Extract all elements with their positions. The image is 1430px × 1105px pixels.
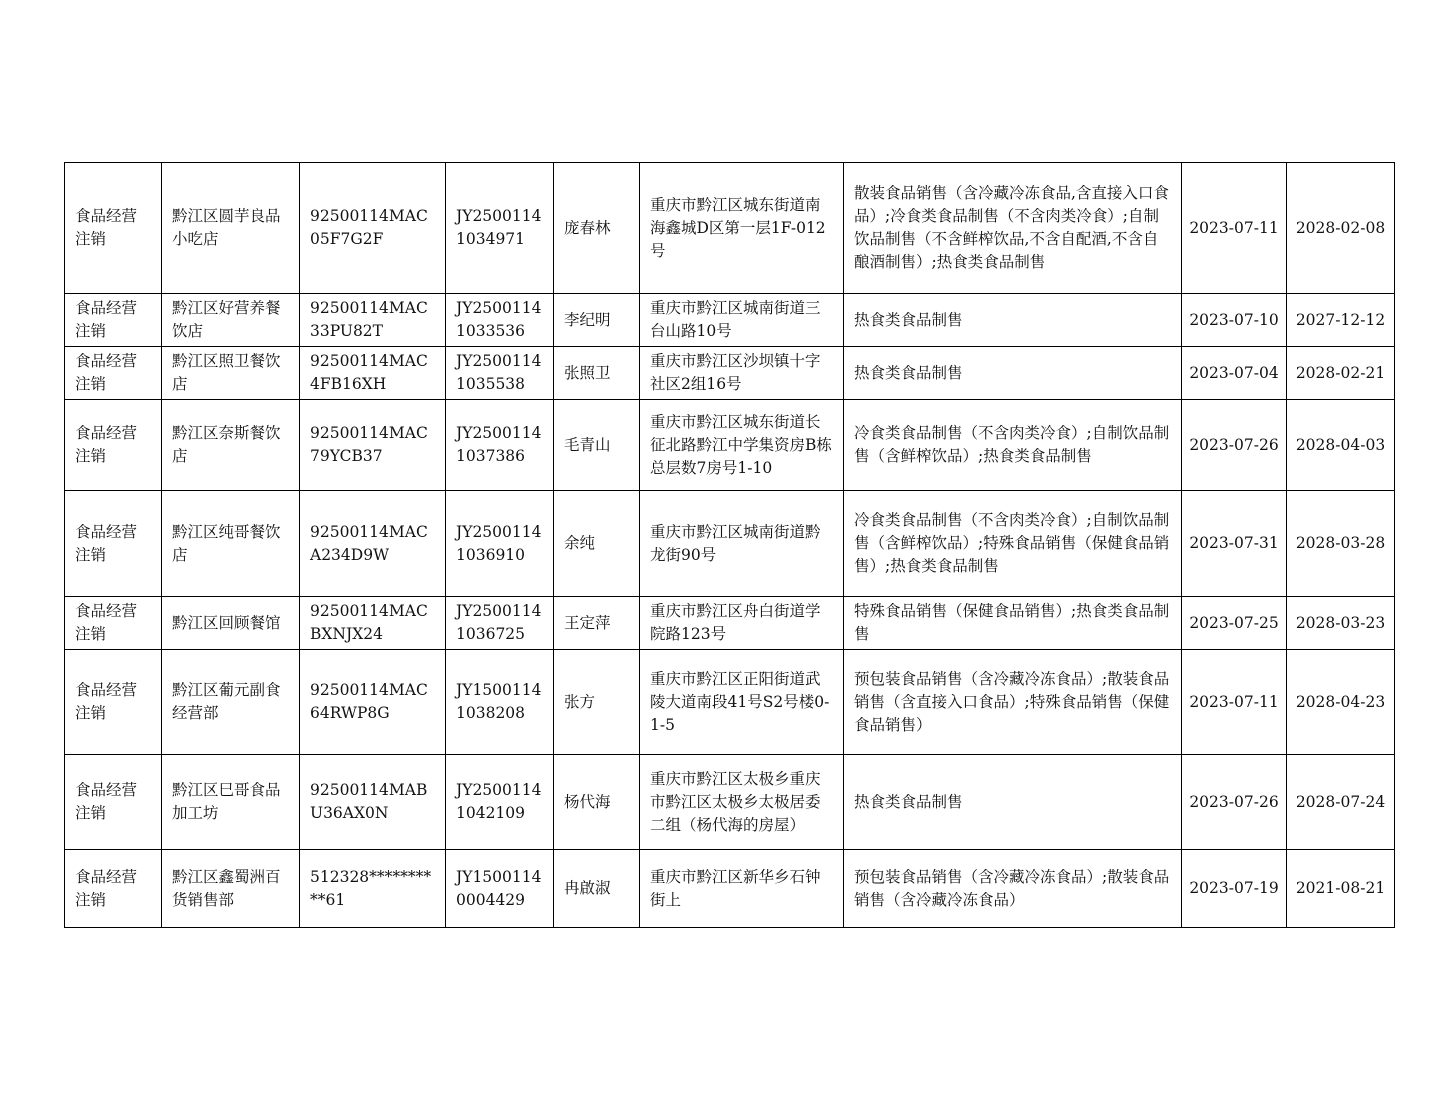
cancel-date-cell: 2023-07-04 (1182, 347, 1287, 400)
address-cell: 重庆市黔江区新华乡石钟街上 (640, 850, 844, 928)
credit-code-cell: 92500114MAC05F7G2F (300, 163, 446, 294)
category-cell: 食品经营注销 (65, 650, 162, 755)
business-name-cell: 黔江区照卫餐饮店 (162, 347, 300, 400)
category-cell: 食品经营注销 (65, 597, 162, 650)
business-scope-cell: 预包装食品销售（含冷藏冷冻食品）;散装食品销售（含直接入口食品）;特殊食品销售（保健食品销售） (844, 650, 1182, 755)
license-number-cell: JY25001141042109 (446, 755, 554, 850)
category-cell: 食品经营注销 (65, 400, 162, 491)
business-name-cell: 黔江区葡元副食经营部 (162, 650, 300, 755)
responsible-person-cell: 庞春林 (554, 163, 640, 294)
cancel-date-cell: 2023-07-26 (1182, 400, 1287, 491)
license-number-cell: JY25001141037386 (446, 400, 554, 491)
cancel-date-cell: 2023-07-31 (1182, 491, 1287, 597)
license-number-cell: JY15001141038208 (446, 650, 554, 755)
cancellation-records-table (64, 162, 1395, 928)
expiry-date-cell: 2028-03-23 (1287, 597, 1395, 650)
address-cell: 重庆市黔江区城东街道南海鑫城D区第一层1F-012号 (640, 163, 844, 294)
address-cell: 重庆市黔江区城南街道三台山路10号 (640, 294, 844, 347)
business-name-cell: 黔江区好营养餐饮店 (162, 294, 300, 347)
cancel-date-cell: 2023-07-11 (1182, 650, 1287, 755)
address-cell: 重庆市黔江区舟白街道学院路123号 (640, 597, 844, 650)
responsible-person-cell: 余纯 (554, 491, 640, 597)
category-cell: 食品经营注销 (65, 850, 162, 928)
license-number-cell: JY25001141036725 (446, 597, 554, 650)
business-scope-cell: 热食类食品制售 (844, 755, 1182, 850)
category-cell: 食品经营注销 (65, 294, 162, 347)
credit-code-cell: 92500114MACA234D9W (300, 491, 446, 597)
responsible-person-cell: 王定萍 (554, 597, 640, 650)
table-row (65, 755, 1395, 850)
table-row (65, 650, 1395, 755)
cancel-date-cell: 2023-07-25 (1182, 597, 1287, 650)
cancel-date-cell: 2023-07-26 (1182, 755, 1287, 850)
business-scope-cell: 特殊食品销售（保健食品销售）;热食类食品制售 (844, 597, 1182, 650)
business-name-cell: 黔江区巳哥食品加工坊 (162, 755, 300, 850)
responsible-person-cell: 张照卫 (554, 347, 640, 400)
table-row (65, 294, 1395, 347)
table-row (65, 347, 1395, 400)
business-scope-cell: 热食类食品制售 (844, 347, 1182, 400)
responsible-person-cell: 杨代海 (554, 755, 640, 850)
address-cell: 重庆市黔江区沙坝镇十字社区2组16号 (640, 347, 844, 400)
business-name-cell: 黔江区圆芋良品小吃店 (162, 163, 300, 294)
table-row (65, 597, 1395, 650)
address-cell: 重庆市黔江区正阳街道武陵大道南段41号S2号楼0-1-5 (640, 650, 844, 755)
category-cell: 食品经营注销 (65, 347, 162, 400)
business-name-cell: 黔江区奈斯餐饮店 (162, 400, 300, 491)
credit-code-cell: 92500114MAC64RWP8G (300, 650, 446, 755)
cancel-date-cell: 2023-07-10 (1182, 294, 1287, 347)
license-number-cell: JY25001141036910 (446, 491, 554, 597)
credit-code-cell: 92500114MACBXNJX24 (300, 597, 446, 650)
license-number-cell: JY15001140004429 (446, 850, 554, 928)
address-cell: 重庆市黔江区城南街道黔龙街90号 (640, 491, 844, 597)
responsible-person-cell: 张方 (554, 650, 640, 755)
table-row (65, 491, 1395, 597)
expiry-date-cell: 2028-02-21 (1287, 347, 1395, 400)
table-row (65, 850, 1395, 928)
expiry-date-cell: 2028-04-23 (1287, 650, 1395, 755)
license-number-cell: JY25001141034971 (446, 163, 554, 294)
license-number-cell: JY25001141035538 (446, 347, 554, 400)
address-cell: 重庆市黔江区城东街道长征北路黔江中学集资房B栋总层数7房号1-10 (640, 400, 844, 491)
document-page (64, 162, 1394, 928)
cancel-date-cell: 2023-07-19 (1182, 850, 1287, 928)
expiry-date-cell: 2027-12-12 (1287, 294, 1395, 347)
responsible-person-cell: 冉啟淑 (554, 850, 640, 928)
business-scope-cell: 散装食品销售（含冷藏冷冻食品,含直接入口食品）;冷食类食品制售（不含肉类冷食）;自制饮品制售（不含鲜榨饮品,不含自配酒,不含自酿酒制售）;热食类食品制售 (844, 163, 1182, 294)
business-scope-cell: 冷食类食品制售（不含肉类冷食）;自制饮品制售（含鲜榨饮品）;热食类食品制售 (844, 400, 1182, 491)
business-name-cell: 黔江区回顾餐馆 (162, 597, 300, 650)
responsible-person-cell: 毛青山 (554, 400, 640, 491)
expiry-date-cell: 2028-04-03 (1287, 400, 1395, 491)
address-cell: 重庆市黔江区太极乡重庆市黔江区太极乡太极居委二组（杨代海的房屋） (640, 755, 844, 850)
expiry-date-cell: 2028-03-28 (1287, 491, 1395, 597)
business-scope-cell: 预包装食品销售（含冷藏冷冻食品）;散装食品销售（含冷藏冷冻食品） (844, 850, 1182, 928)
table-row (65, 163, 1395, 294)
expiry-date-cell: 2021-08-21 (1287, 850, 1395, 928)
business-scope-cell: 热食类食品制售 (844, 294, 1182, 347)
business-name-cell: 黔江区纯哥餐饮店 (162, 491, 300, 597)
license-number-cell: JY25001141033536 (446, 294, 554, 347)
expiry-date-cell: 2028-07-24 (1287, 755, 1395, 850)
credit-code-cell: 92500114MAC33PU82T (300, 294, 446, 347)
business-scope-cell: 冷食类食品制售（不含肉类冷食）;自制饮品制售（含鲜榨饮品）;特殊食品销售（保健食品销售）;热食类食品制售 (844, 491, 1182, 597)
credit-code-cell: 92500114MAC79YCB37 (300, 400, 446, 491)
credit-code-cell: 92500114MAC4FB16XH (300, 347, 446, 400)
category-cell: 食品经营注销 (65, 163, 162, 294)
category-cell: 食品经营注销 (65, 755, 162, 850)
cancel-date-cell: 2023-07-11 (1182, 163, 1287, 294)
category-cell: 食品经营注销 (65, 491, 162, 597)
credit-code-cell: 512328**********61 (300, 850, 446, 928)
business-name-cell: 黔江区鑫蜀洲百货销售部 (162, 850, 300, 928)
expiry-date-cell: 2028-02-08 (1287, 163, 1395, 294)
responsible-person-cell: 李纪明 (554, 294, 640, 347)
credit-code-cell: 92500114MABU36AX0N (300, 755, 446, 850)
table-row (65, 400, 1395, 491)
